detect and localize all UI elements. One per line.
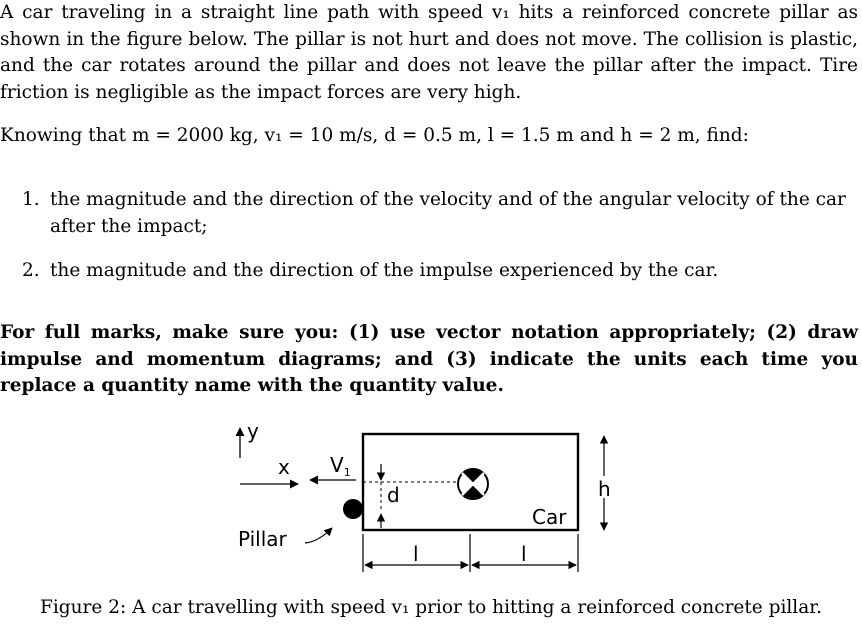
task-number-2: 2.: [22, 260, 40, 281]
task-text-2: the magnitude and the direction of the impulse experienced by the car.: [50, 260, 719, 281]
figure-svg: [220, 418, 620, 583]
problem-intro: A car traveling in a straight line path with speed v₁ hits a reinforced concrete pillar as shown in the figure below. The pillar is not hurt and does not move. The collision is plastic, and the car rotates around the pillar and does not leave the pillar after the impact. Tire friction is negligible as the impact forces are very high.: [0, 2, 858, 103]
problem-givens: Knowing that m = 2000 kg, v₁ = 10 m/s, d = 0.5 m, l = 1.5 m and h = 2 m, find:: [0, 125, 749, 146]
figure-diagram: [220, 418, 620, 583]
h-label: h: [598, 477, 611, 501]
velocity-label: [330, 453, 351, 479]
pillar-label: Pillar: [238, 527, 287, 551]
car-label: Car: [532, 505, 567, 529]
figure-caption: Figure 2: A car travelling with speed v₁ prior to hitting a reinforced concrete pillar.: [40, 597, 822, 618]
task-item-2: [22, 258, 858, 285]
marks-note: For full marks, make sure you: (1) use vector notation appropriately; (2) draw impulse and momentum diagrams; and (3) indicate the units each time you replace a quantity name with the quantity value.: [0, 322, 858, 396]
task-list-2: [22, 258, 858, 285]
task-item-1: [22, 187, 858, 240]
d-label: d: [387, 483, 400, 507]
task-list-1: [22, 187, 858, 240]
x-axis-label: x: [278, 455, 290, 479]
task-text-1: the magnitude and the direction of the velocity and of the angular velocity of the car after the impact;: [50, 189, 846, 237]
velocity-label-main: V: [330, 453, 344, 477]
l-left-label: l: [413, 542, 419, 566]
l-right-label: l: [521, 542, 527, 566]
center-of-mass-symbol: [458, 469, 488, 499]
pillar-pointer-arrow: [305, 528, 332, 543]
velocity-label-sub: 1: [343, 466, 351, 479]
y-axis-label: y: [247, 419, 259, 443]
task-number-1: 1.: [22, 189, 40, 210]
pillar-dot: [343, 499, 363, 519]
